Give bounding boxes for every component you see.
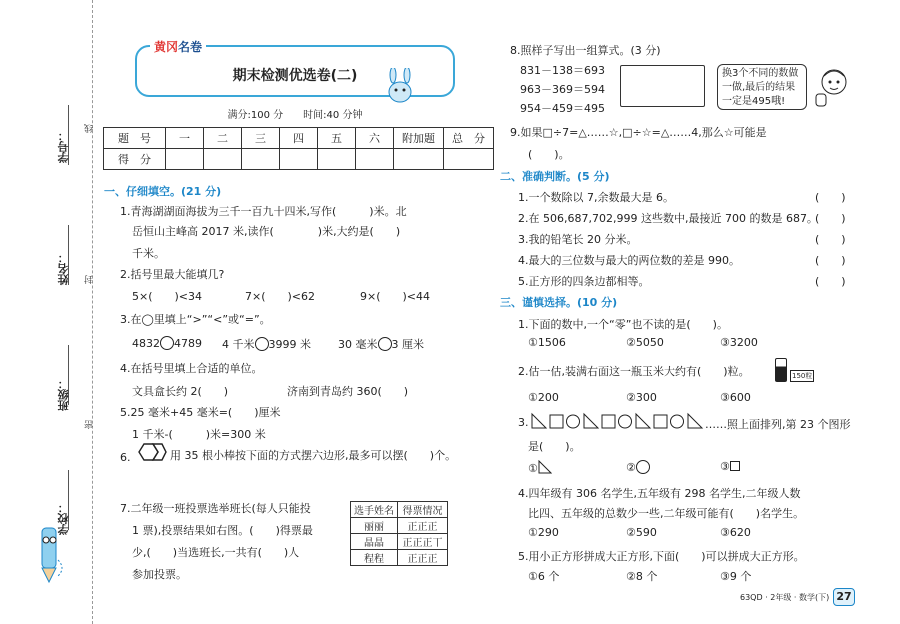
hexagon-sticks-icon — [133, 441, 167, 463]
vote-name: 丽丽 — [351, 518, 398, 534]
judge-item: 4.最大的三位数与最大的两位数的差是 990。 — [518, 254, 740, 267]
question-text: 济南到青岛约 360( ) — [287, 385, 409, 398]
score-input[interactable] — [394, 149, 444, 170]
score-cell: 五 — [318, 128, 356, 149]
compare-circle[interactable] — [160, 336, 174, 350]
question-text: 9.如果□÷7=△……☆,□÷☆=△……4,那么☆可能是 — [510, 126, 767, 139]
section-choice: 三、谨慎选择。(10 分) — [500, 296, 618, 309]
seal-mark: 封 — [85, 275, 95, 284]
question-text: 4.在括号里填上合适的单位。 — [120, 362, 263, 375]
question-text: 1.下面的数中,一个“零”也不读的是( )。 — [518, 318, 728, 331]
question-text: 用 35 根小棒按下面的方式摆六边形,最多可以摆( )个。 — [170, 449, 457, 462]
question-text: 2.括号里最大能填几? — [120, 268, 225, 281]
triangle-icon — [538, 460, 552, 474]
compare-item: 4 千米 3999 米 — [222, 338, 311, 351]
option[interactable]: ②5050 — [626, 336, 664, 349]
question-text: 5×( )<34 — [132, 290, 203, 303]
page-number: 27 — [833, 588, 855, 606]
question-text: 2.估一估,装满右面这一瓶玉米大约有( )粒。 — [518, 365, 750, 378]
option[interactable]: ③620 — [720, 526, 751, 539]
option[interactable]: ③9 个 — [720, 570, 752, 583]
binding-line — [92, 0, 93, 624]
line-mark: 线 — [85, 124, 95, 133]
option[interactable]: ③3200 — [720, 336, 758, 349]
score-input[interactable] — [204, 149, 242, 170]
option[interactable]: ②300 — [626, 391, 657, 404]
score-cell: 六 — [356, 128, 394, 149]
name-label: 姓名： — [57, 252, 70, 285]
score-input[interactable] — [356, 149, 394, 170]
example-equation: 963－369＝594 — [520, 83, 605, 96]
score-table — [103, 127, 494, 170]
thumbs-up-boy-icon — [810, 64, 854, 114]
score-cell: 附加题 — [394, 128, 444, 149]
shape-sequence-icon — [530, 412, 716, 430]
question-text: 4.四年级有 306 名学生,五年级有 298 名学生,二年级人数 — [518, 487, 801, 500]
compare-circle[interactable] — [255, 337, 269, 351]
question-text: 岳恒山主峰高 2017 米,读作( )米,大约是( ) — [132, 225, 401, 238]
option[interactable]: ①1506 — [528, 336, 566, 349]
question-text: ( )。 — [528, 148, 570, 161]
option[interactable]: ③ — [720, 460, 740, 473]
question-text: 9×( )<44 — [360, 290, 431, 303]
option[interactable]: ②8 个 — [626, 570, 658, 583]
score-cell: 一 — [166, 128, 204, 149]
footer-code: 63QD · 2年级 · 数学(下) — [740, 593, 830, 602]
option[interactable]: ①290 — [528, 526, 559, 539]
option[interactable]: ① — [528, 460, 552, 475]
score-input[interactable] — [280, 149, 318, 170]
question-text: 7.二年级一班投票选举班长(每人只能投 — [120, 502, 311, 515]
question-number: 6. — [120, 451, 131, 464]
question-text: 1.青海湖湖面海拔为三千一百九十四米,写作( )米。北 — [120, 205, 407, 218]
score-input[interactable] — [166, 149, 204, 170]
circle-icon — [636, 460, 650, 474]
example-equation: 831－138＝693 — [520, 64, 605, 77]
pencil-mascot-icon — [30, 520, 70, 590]
class-label: 班级： — [57, 378, 70, 411]
question-text: 3.在◯里填上“>”“<”或“=”。 — [120, 313, 271, 326]
judge-item: 5.正方形的四条边都相等。 — [518, 275, 650, 288]
question-text: 参加投票。 — [132, 568, 187, 581]
student-number-label: 学号： — [57, 130, 70, 163]
score-cell: 题 号 — [104, 128, 166, 149]
vote-tally: 正正正丅 — [398, 534, 448, 550]
question-text: ……照上面排列,第 23 个图形 — [705, 418, 851, 431]
vote-header: 得票情况 — [398, 502, 448, 518]
judge-answer[interactable]: ( ) — [815, 212, 846, 225]
question-text: 5.25 毫米+45 毫米=( )厘米 — [120, 406, 281, 419]
score-input[interactable] — [242, 149, 280, 170]
example-equation: 954－459＝495 — [520, 102, 605, 115]
question-text: 7×( )<62 — [245, 290, 316, 303]
vote-tally: 正正正 — [398, 518, 448, 534]
vote-header: 选手姓名 — [351, 502, 398, 518]
exam-meta: 满分:100 分 时间:40 分钟 — [227, 110, 363, 121]
answer-box[interactable] — [620, 65, 705, 107]
question-text: 文具盒长约 2( ) — [132, 385, 229, 398]
score-cell: 得 分 — [104, 149, 166, 170]
section-fill-blanks: 一、仔细填空。(21 分) — [104, 185, 222, 198]
question-text: 千米。 — [132, 247, 165, 260]
score-input[interactable] — [318, 149, 356, 170]
brand-logo: 黄冈名卷 — [150, 38, 206, 55]
square-icon — [730, 461, 740, 471]
bottle-label: 150粒 — [792, 372, 813, 380]
vote-name: 晶晶 — [351, 534, 398, 550]
question-number: 3. — [518, 416, 529, 429]
judge-item: 2.在 506,687,702,999 这些数中,最接近 700 的数是 687。 — [518, 212, 818, 225]
score-cell: 四 — [280, 128, 318, 149]
judge-item: 3.我的铅笔长 20 分米。 — [518, 233, 638, 246]
score-cell: 二 — [204, 128, 242, 149]
vote-table — [350, 501, 448, 566]
corn-bottle-icon — [775, 358, 787, 382]
score-cell: 三 — [242, 128, 280, 149]
option[interactable]: ②590 — [626, 526, 657, 539]
option[interactable]: ①200 — [528, 391, 559, 404]
score-input[interactable] — [444, 149, 494, 170]
seal2-mark: 密 — [85, 420, 95, 429]
question-text: 5.用小正方形拼成大正方形,下面( )可以拼成大正方形。 — [518, 550, 805, 563]
hint-bubble: 换3个不同的数做一做,最后的结果一定是495哦! — [717, 64, 807, 110]
question-text: 是( )。 — [528, 440, 581, 453]
option[interactable]: ③600 — [720, 391, 751, 404]
school-label: 学校： — [57, 502, 70, 535]
question-text: 1 千米-( )米=300 米 — [132, 428, 266, 441]
question-text: 比四、五年级的总数少一些,二年级可能有( )名学生。 — [528, 507, 805, 520]
option[interactable]: ② — [626, 460, 650, 474]
compare-circle[interactable] — [378, 337, 392, 351]
vote-tally: 正正正 — [398, 550, 448, 566]
question-text: 1 票),投票结果如右图。( )得票最 — [132, 524, 313, 537]
vote-name: 程程 — [351, 550, 398, 566]
judge-item: 1.一个数除以 7,余数最大是 6。 — [518, 191, 674, 204]
section-judgement: 二、准确判断。(5 分) — [500, 170, 610, 183]
compare-item: 4832 4789 — [132, 337, 202, 350]
judge-answer[interactable]: ( ) — [815, 254, 846, 267]
judge-answer[interactable]: ( ) — [815, 233, 846, 246]
option[interactable]: ①6 个 — [528, 570, 560, 583]
judge-answer[interactable]: ( ) — [815, 191, 846, 204]
question-text: 少,( )当选班长,一共有( )人 — [132, 546, 300, 559]
page-title: 期末检测优选卷(二) — [232, 68, 358, 84]
compare-item: 30 毫米 3 厘米 — [338, 338, 424, 351]
rabbit-mascot-icon — [380, 68, 420, 104]
judge-answer[interactable]: ( ) — [815, 275, 846, 288]
score-cell: 总 分 — [444, 128, 494, 149]
question-text: 8.照样子写出一组算式。(3 分) — [510, 44, 661, 57]
